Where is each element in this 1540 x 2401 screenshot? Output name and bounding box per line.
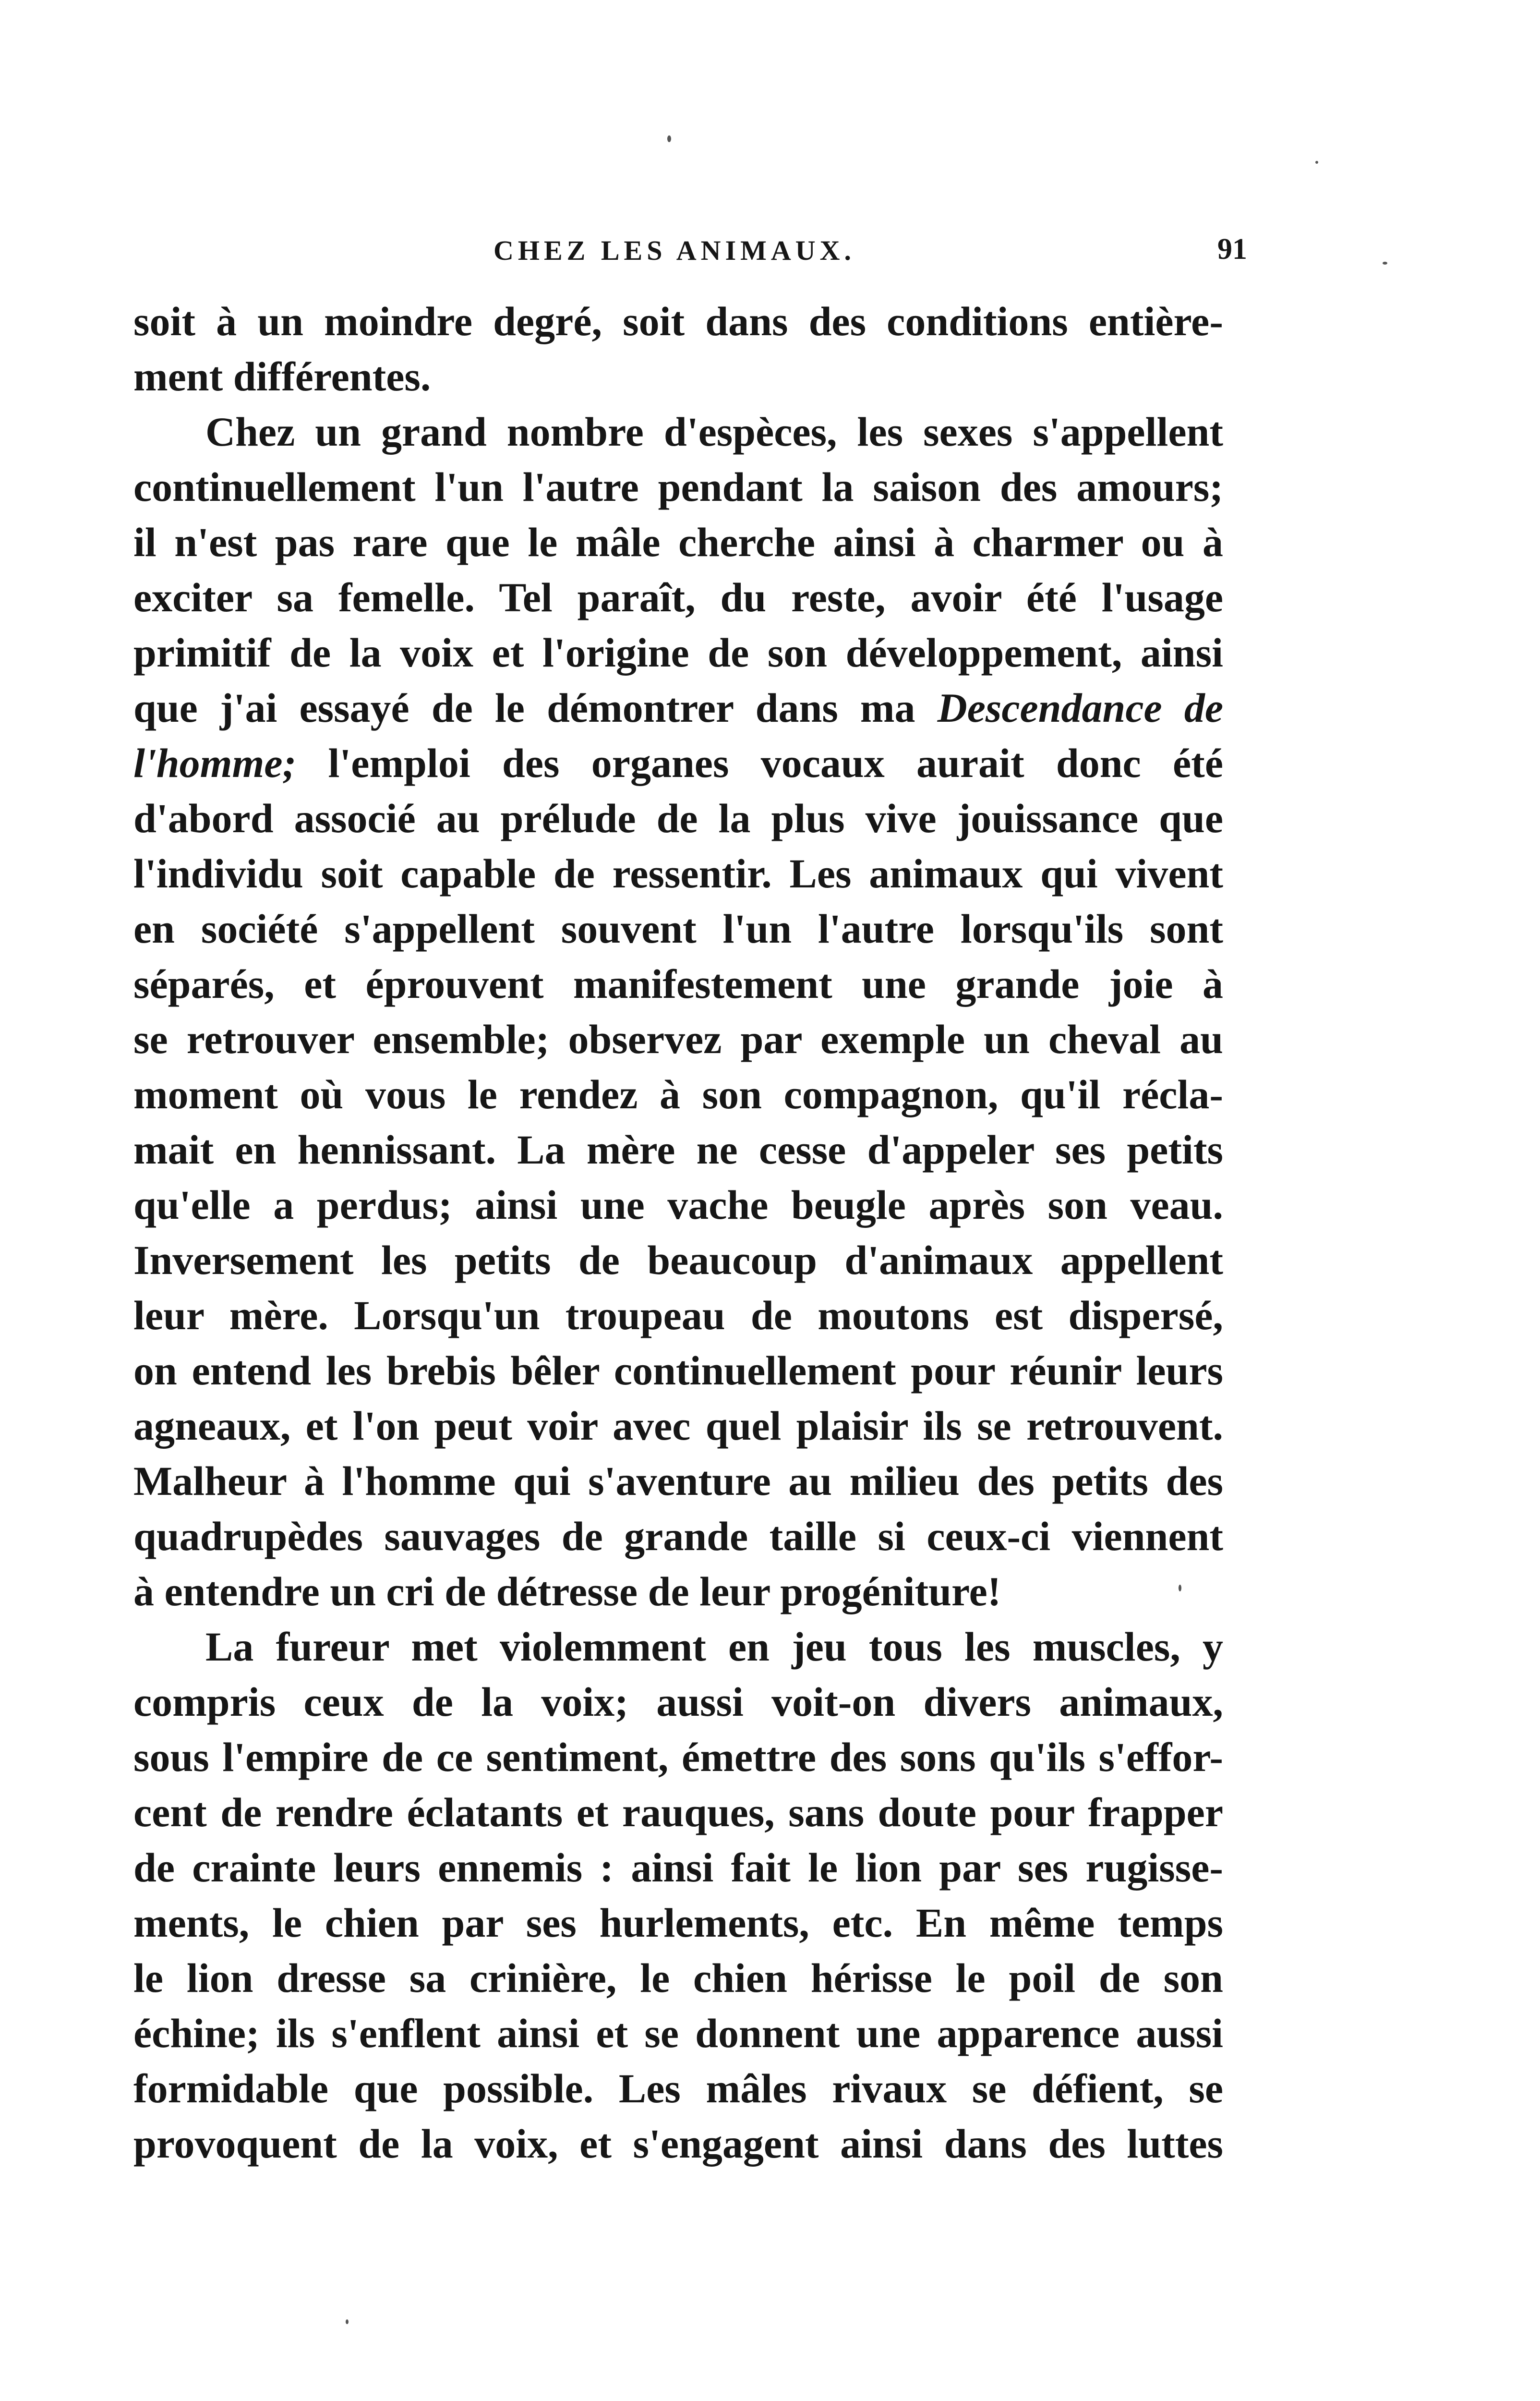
print-speck bbox=[667, 135, 671, 142]
print-speck bbox=[346, 2319, 349, 2324]
text-line: compris ceux de la voix; aussi voit-on divers animaux, bbox=[133, 1679, 1223, 1725]
text-line: moment où vous le rendez à son compagnon, qu'il récla- bbox=[133, 1071, 1223, 1117]
text-line: cent de rendre éclatants et rauques, sans doute pour frapper bbox=[133, 1789, 1223, 1835]
text-line: le lion dresse sa crinière, le chien hérisse le poil de son bbox=[133, 1955, 1223, 2001]
text-line: primitif de la voix et l'origine de son développement, ainsi bbox=[133, 630, 1223, 676]
text-line: agneaux, et l'on peut voir avec quel plaisir ils se retrouvent. bbox=[133, 1403, 1223, 1449]
text-line: échine; ils s'enflent ainsi et se donnent une apparence aussi bbox=[133, 2010, 1223, 2056]
text-line bbox=[133, 736, 1223, 791]
text-line: La fureur met violemment en jeu tous les muscles, y bbox=[205, 1624, 1223, 1670]
text-line: l'individu soit capable de ressentir. Les animaux qui vivent bbox=[133, 850, 1223, 897]
text-line: on entend les brebis bêler continuellement pour réunir leurs bbox=[133, 1347, 1223, 1394]
text-line: continuellement l'un l'autre pendant la saison des amours; bbox=[133, 464, 1223, 510]
text-line bbox=[133, 680, 1223, 736]
text-line: séparés, et éprouvent manifestement une grande joie à bbox=[133, 961, 1223, 1007]
book-title-italic: l'homme; bbox=[133, 740, 297, 786]
text-line: leur mère. Lorsqu'un troupeau de moutons est dispersé, bbox=[133, 1292, 1223, 1338]
text-line: se retrouver ensemble; observez par exemple un cheval au bbox=[133, 1016, 1223, 1062]
book-title-italic: Descendance de bbox=[937, 685, 1223, 731]
print-speck bbox=[1315, 161, 1318, 164]
print-speck bbox=[1179, 1585, 1181, 1591]
text-line: Inversement les petits de beaucoup d'animaux appellent bbox=[133, 1237, 1223, 1283]
text-line: soit à un moindre degré, soit dans des conditions entière- bbox=[133, 298, 1223, 344]
body-text bbox=[133, 294, 1223, 2171]
page-number: 91 bbox=[1217, 233, 1247, 266]
text-line: qu'elle a perdus; ainsi une vache beugle après son veau. bbox=[133, 1182, 1223, 1228]
page-header bbox=[493, 234, 1247, 278]
running-head: CHEZ LES ANIMAUX. bbox=[493, 235, 856, 266]
text-line: quadrupèdes sauvages de grande taille si ceux-ci viennent bbox=[133, 1513, 1223, 1559]
text-line: à entendre un cri de détresse de leur progéniture! bbox=[133, 1568, 1001, 1614]
text-line: mait en hennissant. La mère ne cesse d'appeler ses petits bbox=[133, 1127, 1223, 1173]
text-line: de crainte leurs ennemis : ainsi fait le lion par ses rugisse- bbox=[133, 1844, 1223, 1891]
text-run: l'emploi des organes vocaux aurait donc été bbox=[296, 740, 1223, 786]
text-run: que j'ai essayé de le démontrer dans ma bbox=[133, 685, 938, 731]
text-line: il n'est pas rare que le mâle cherche ainsi à charmer ou à bbox=[133, 519, 1223, 565]
text-line: formidable que possible. Les mâles rivaux se défient, se bbox=[133, 2065, 1223, 2111]
text-line: d'abord associé au prélude de la plus vive jouissance que bbox=[133, 795, 1223, 841]
text-line: Malheur à l'homme qui s'aventure au milieu des petits des bbox=[133, 1458, 1223, 1504]
text-line: ments, le chien par ses hurlements, etc. En même temps bbox=[133, 1900, 1223, 1946]
text-line: exciter sa femelle. Tel paraît, du reste, avoir été l'usage bbox=[133, 574, 1223, 620]
text-line: ment différentes. bbox=[133, 353, 431, 400]
text-line: sous l'empire de ce sentiment, émettre des sons qu'ils s'effor- bbox=[133, 1734, 1223, 1780]
text-line: en société s'appellent souvent l'un l'autre lorsqu'ils sont bbox=[133, 906, 1223, 952]
text-line: Chez un grand nombre d'espèces, les sexes s'appellent bbox=[205, 409, 1223, 455]
text-line: provoquent de la voix, et s'engagent ainsi dans des luttes bbox=[133, 2121, 1223, 2167]
print-speck bbox=[1383, 262, 1387, 265]
